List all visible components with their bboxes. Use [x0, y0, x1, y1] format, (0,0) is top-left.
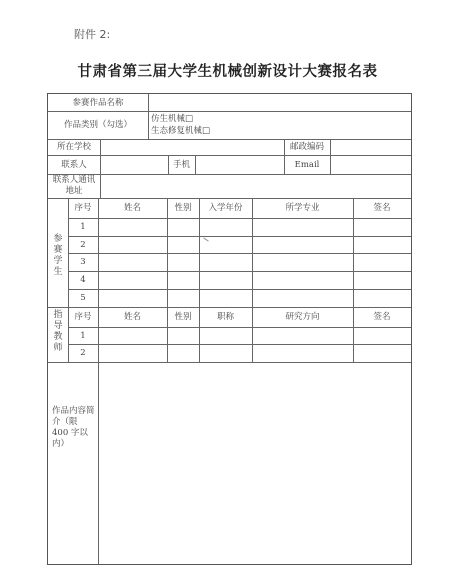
row-divider [68, 327, 411, 328]
row-divider [48, 307, 411, 308]
teachers-header-research: 研究方向 [285, 312, 320, 322]
row-divider [48, 198, 411, 199]
row-divider [68, 271, 411, 272]
students-row-number: 3 [80, 257, 86, 267]
teachers-row-number: 2 [80, 348, 86, 358]
category-option-ecological[interactable]: 生态修复机械□ [151, 126, 211, 136]
category-label: 作品类别（勾选） [63, 120, 132, 130]
col-divider [195, 155, 196, 174]
row-divider [68, 253, 411, 254]
email-label: Email [294, 160, 320, 170]
row-divider [48, 362, 411, 363]
students-header-major: 所学专业 [285, 203, 320, 213]
row-divider [68, 236, 411, 237]
row-divider [48, 155, 411, 156]
row-divider [48, 139, 411, 140]
attachment-label: 附件 2: [74, 28, 111, 41]
row-divider [48, 111, 411, 112]
form-title: 甘肃省第三届大学生机械创新设计大赛报名表 [77, 63, 378, 80]
row-divider [68, 218, 411, 219]
row-divider [68, 344, 411, 345]
students-row-number: 4 [80, 275, 86, 285]
pen-mark [203, 237, 208, 241]
postal-code-label: 邮政编码 [289, 142, 324, 152]
col-divider [98, 362, 99, 564]
school-label: 所在学校 [56, 142, 91, 152]
students-row-number: 1 [80, 222, 86, 232]
students-header-year: 入学年份 [208, 203, 243, 213]
col-divider [199, 198, 200, 362]
teachers-header-name: 姓名 [123, 312, 141, 322]
students-header-gender: 性别 [174, 203, 192, 213]
teachers-header-gender: 性别 [174, 312, 192, 322]
intro-label: 作品内容简介（限 400 字以内） [52, 406, 95, 449]
students-row-number: 5 [80, 293, 86, 303]
category-option-bionic[interactable]: 仿生机械□ [151, 114, 194, 124]
col-divider [330, 139, 331, 155]
col-divider [252, 198, 253, 362]
col-divider [148, 94, 149, 139]
col-divider [100, 139, 101, 174]
row-divider [68, 289, 411, 290]
students-header-no: 序号 [74, 203, 92, 213]
work-name-label: 参赛作品名称 [72, 98, 124, 108]
teachers-section-label: 指导教师 [53, 310, 63, 353]
row-divider [48, 174, 411, 175]
teachers-header-signature: 签名 [373, 312, 391, 322]
students-section-label: 参赛学生 [53, 234, 63, 277]
teachers-header-no: 序号 [74, 312, 92, 322]
teachers-header-title: 职称 [216, 312, 234, 322]
students-row-number: 2 [80, 240, 86, 250]
students-header-name: 姓名 [123, 203, 141, 213]
col-divider [100, 174, 101, 198]
col-divider [167, 198, 168, 362]
address-label: 联系人通讯地址 [52, 175, 96, 196]
students-header-signature: 签名 [373, 203, 391, 213]
col-divider [353, 198, 354, 362]
teachers-row-number: 1 [80, 331, 86, 341]
col-divider [98, 198, 99, 362]
registration-form-table [47, 93, 412, 565]
col-divider [330, 155, 331, 174]
phone-label: 手机 [172, 160, 190, 170]
contact-label: 联系人 [61, 160, 87, 170]
